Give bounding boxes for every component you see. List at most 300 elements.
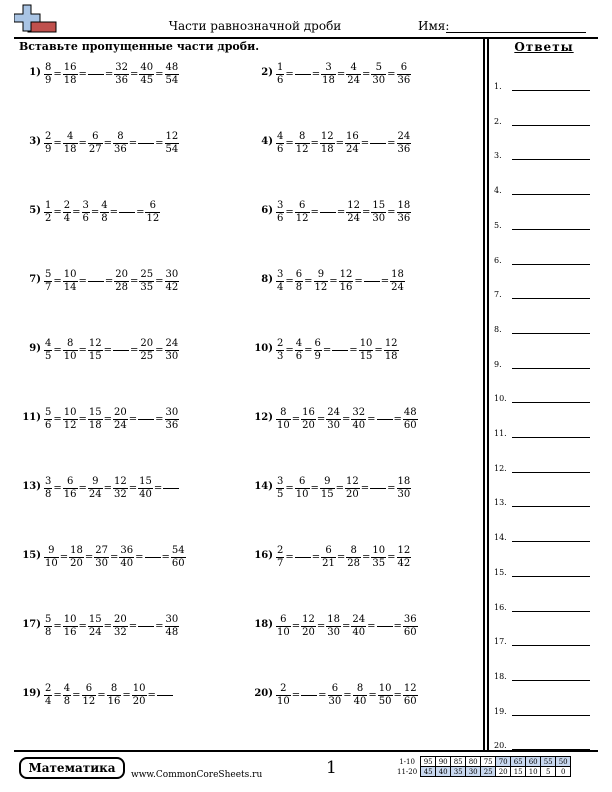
- numerator: 6: [92, 131, 99, 142]
- fraction: [44, 269, 52, 294]
- equals-sign: =: [128, 138, 138, 149]
- fraction: [301, 614, 316, 639]
- answer-line[interactable]: [494, 181, 594, 195]
- fraction: [371, 62, 386, 87]
- problem-number: 5): [29, 205, 41, 216]
- answer-field[interactable]: [512, 506, 590, 507]
- answer-field[interactable]: [512, 472, 590, 473]
- fraction: [139, 62, 154, 87]
- fraction: [119, 545, 134, 570]
- equals-sign: =: [316, 414, 326, 425]
- denominator: 35: [140, 282, 154, 293]
- denominator: 40: [353, 696, 367, 707]
- equals-sign: =: [387, 207, 396, 218]
- fraction: [165, 338, 180, 363]
- answer-number: 10.: [494, 394, 507, 404]
- numerator: 18: [327, 614, 340, 625]
- equals-sign: =: [155, 621, 164, 632]
- fraction: [63, 131, 78, 156]
- denominator: 36: [397, 144, 411, 155]
- fraction-sequence: [44, 200, 160, 225]
- numerator: 10: [372, 545, 386, 556]
- denominator: [145, 558, 161, 570]
- equals-sign: =: [336, 552, 346, 563]
- score-cell: 60: [526, 757, 541, 767]
- answer-line[interactable]: [494, 667, 594, 681]
- answer-field[interactable]: [512, 611, 590, 612]
- fraction: [276, 683, 291, 708]
- score-row: [396, 757, 571, 767]
- fraction: [63, 62, 78, 87]
- answer-field[interactable]: [512, 125, 590, 126]
- fraction: [397, 545, 412, 570]
- numerator: 3: [277, 269, 284, 280]
- numerator: [88, 62, 104, 74]
- denominator: 24: [88, 627, 102, 638]
- denominator: 15: [320, 489, 334, 500]
- fraction: [276, 131, 284, 156]
- fraction: [44, 476, 52, 501]
- equals-sign: =: [362, 69, 371, 80]
- fraction-sequence: [276, 614, 418, 639]
- fraction: [63, 407, 78, 432]
- denominator: 18: [63, 75, 77, 86]
- numerator: 16: [346, 131, 359, 142]
- fraction: [145, 200, 160, 225]
- answer-number: 14.: [494, 533, 507, 543]
- denominator: 16: [339, 282, 353, 293]
- denominator: 30: [327, 420, 340, 431]
- fraction: [403, 614, 418, 639]
- fraction: [346, 62, 361, 87]
- equals-sign: =: [53, 138, 62, 149]
- numerator: 8: [110, 683, 118, 694]
- answer-field[interactable]: [512, 159, 590, 160]
- numerator: 16: [63, 62, 77, 73]
- answer-field[interactable]: [512, 194, 590, 195]
- denominator: 24: [88, 489, 102, 500]
- answer-field[interactable]: [512, 90, 590, 91]
- answer-field[interactable]: [512, 715, 590, 716]
- numerator: 15: [372, 200, 386, 211]
- denominator: 6: [277, 75, 284, 86]
- fraction: [63, 338, 78, 363]
- problem-number: 3): [29, 136, 41, 147]
- numerator: 4: [277, 131, 284, 142]
- answer-line[interactable]: [494, 528, 594, 542]
- blank-fraction[interactable]: [138, 131, 154, 156]
- numerator: 4: [63, 683, 71, 694]
- numerator: 24: [327, 407, 340, 418]
- equals-sign: =: [128, 621, 138, 632]
- answer-line[interactable]: [494, 216, 594, 230]
- fraction: [276, 269, 284, 294]
- fraction: [113, 476, 128, 501]
- fraction-sequence: [276, 200, 411, 225]
- denominator: 14: [63, 282, 77, 293]
- equals-sign: =: [354, 276, 363, 287]
- answer-field[interactable]: [512, 264, 590, 265]
- blank-fraction[interactable]: [145, 545, 161, 570]
- numerator: 2: [45, 131, 52, 142]
- blank-fraction[interactable]: [320, 200, 336, 225]
- denominator: [119, 213, 135, 225]
- fraction: [88, 131, 103, 156]
- answer-number: 13.: [494, 498, 507, 508]
- fraction: [397, 62, 412, 87]
- fraction: [326, 614, 341, 639]
- numerator: 8: [356, 683, 364, 694]
- answer-line[interactable]: [494, 702, 594, 716]
- fraction: [132, 683, 147, 708]
- denominator: [163, 489, 179, 501]
- score-cell: 15: [511, 767, 526, 777]
- answer-line[interactable]: [494, 493, 594, 507]
- denominator: [88, 282, 104, 294]
- problem-number: 4): [261, 136, 273, 147]
- fraction: [295, 269, 303, 294]
- numerator: 12: [384, 338, 398, 349]
- numerator: 10: [63, 407, 77, 418]
- score-cell: 50: [556, 757, 571, 767]
- fraction: [113, 614, 128, 639]
- numerator: 12: [302, 614, 315, 625]
- denominator: [138, 627, 154, 639]
- blank-fraction[interactable]: [377, 407, 393, 432]
- denominator: 18: [384, 351, 398, 362]
- denominator: 8: [45, 489, 52, 500]
- denominator: 30: [328, 696, 342, 707]
- numerator: [301, 683, 317, 695]
- equals-sign: =: [393, 414, 402, 425]
- equals-sign: =: [368, 690, 377, 701]
- fraction: [44, 614, 52, 639]
- fraction: [320, 476, 335, 501]
- equals-sign: =: [316, 621, 326, 632]
- numerator: 10: [63, 614, 77, 625]
- equals-sign: =: [155, 69, 164, 80]
- numerator: 10: [63, 269, 77, 280]
- equals-sign: =: [291, 690, 301, 701]
- fraction: [63, 683, 71, 708]
- answer-field[interactable]: [512, 229, 590, 230]
- fraction-sequence: [276, 62, 411, 87]
- denominator: [332, 351, 348, 363]
- equals-sign: =: [285, 207, 294, 218]
- answer-number: 6.: [494, 255, 502, 265]
- answer-number: 19.: [494, 706, 507, 716]
- answer-line[interactable]: [494, 563, 594, 577]
- problem-number: 13): [22, 481, 41, 492]
- denominator: 2: [45, 213, 52, 224]
- equals-sign: =: [393, 621, 402, 632]
- equals-sign: =: [349, 345, 358, 356]
- denominator: 36: [397, 75, 411, 86]
- numerator: 24: [165, 338, 179, 349]
- fraction-sequence: [276, 407, 418, 432]
- denominator: 10: [63, 351, 77, 362]
- equals-sign: =: [90, 207, 100, 218]
- numerator: 30: [165, 614, 179, 625]
- denominator: 7: [277, 558, 284, 569]
- plus-logo-icon: [14, 4, 58, 38]
- blank-fraction[interactable]: [332, 338, 348, 363]
- numerator: [163, 476, 179, 488]
- footer-rule: [14, 750, 598, 752]
- numerator: 12: [339, 269, 353, 280]
- numerator: [295, 62, 311, 74]
- fraction: [44, 131, 52, 156]
- blank-fraction[interactable]: [113, 338, 129, 363]
- equals-sign: =: [78, 414, 87, 425]
- blank-fraction[interactable]: [370, 476, 386, 501]
- denominator: 6: [45, 420, 52, 431]
- fraction: [314, 269, 329, 294]
- fraction: [63, 614, 78, 639]
- answer-line[interactable]: [494, 146, 594, 160]
- numerator: 15: [139, 476, 152, 487]
- answer-line[interactable]: [494, 632, 594, 646]
- fraction: [63, 476, 78, 501]
- denominator: [370, 489, 386, 501]
- equals-sign: =: [341, 621, 351, 632]
- score-cell: 80: [466, 757, 481, 767]
- equals-sign: =: [155, 345, 164, 356]
- equals-sign: =: [78, 69, 87, 80]
- answer-line[interactable]: [494, 112, 594, 126]
- answer-field[interactable]: [512, 576, 590, 577]
- answer-number: 12.: [494, 463, 507, 473]
- answer-line[interactable]: [494, 424, 594, 438]
- numerator: 10: [359, 338, 373, 349]
- equals-sign: =: [103, 345, 113, 356]
- answer-line[interactable]: [494, 320, 594, 334]
- equals-sign: =: [335, 483, 345, 494]
- fraction: [295, 131, 310, 156]
- denominator: 25: [140, 351, 154, 362]
- problem-number: 20): [254, 688, 273, 699]
- equals-sign: =: [109, 207, 119, 218]
- numerator: 32: [115, 62, 129, 73]
- score-cell: 55: [541, 757, 556, 767]
- name-field[interactable]: [446, 32, 586, 33]
- fraction-sequence: [44, 269, 179, 294]
- answer-field[interactable]: [512, 333, 590, 334]
- numerator: [320, 200, 336, 212]
- numerator: 5: [45, 614, 52, 625]
- denominator: 7: [45, 282, 52, 293]
- numerator: 18: [397, 476, 411, 487]
- answer-line[interactable]: [494, 459, 594, 473]
- answer-line[interactable]: [494, 251, 594, 265]
- denominator: 60: [403, 420, 417, 431]
- equals-sign: =: [285, 138, 294, 149]
- numerator: 48: [165, 62, 179, 73]
- denominator: 12: [82, 696, 96, 707]
- fraction: [63, 269, 78, 294]
- answer-field[interactable]: [512, 298, 590, 299]
- fraction: [44, 545, 59, 570]
- equals-sign: =: [78, 138, 87, 149]
- denominator: 12: [295, 213, 309, 224]
- denominator: 5: [45, 351, 52, 362]
- fraction-sequence: [276, 338, 399, 363]
- numerator: 6: [331, 683, 339, 694]
- fraction-sequence: [44, 338, 179, 363]
- answer-line[interactable]: [494, 77, 594, 91]
- numerator: 6: [314, 338, 321, 349]
- fraction: [390, 269, 405, 294]
- denominator: 50: [378, 696, 392, 707]
- numerator: 48: [403, 407, 417, 418]
- equals-sign: =: [341, 414, 351, 425]
- denominator: [88, 75, 104, 87]
- denominator: 20: [132, 696, 146, 707]
- numerator: [157, 683, 173, 695]
- answer-number: 17.: [494, 637, 507, 647]
- equals-sign: =: [53, 414, 62, 425]
- score-cell: 40: [436, 767, 451, 777]
- problem-number: 6): [261, 205, 273, 216]
- blank-fraction[interactable]: [138, 407, 154, 432]
- fraction: [113, 407, 128, 432]
- equals-sign: =: [53, 690, 62, 701]
- fraction: [384, 338, 399, 363]
- equals-sign: =: [387, 138, 396, 149]
- denominator: 20: [302, 420, 315, 431]
- fraction: [165, 269, 180, 294]
- blank-fraction[interactable]: [88, 269, 104, 294]
- equals-sign: =: [367, 414, 376, 425]
- blank-fraction[interactable]: [295, 545, 311, 570]
- denominator: 12: [295, 144, 309, 155]
- denominator: 28: [115, 282, 129, 293]
- blank-fraction[interactable]: [88, 62, 104, 87]
- denominator: 6: [295, 351, 303, 362]
- numerator: 8: [45, 62, 52, 73]
- denominator: 24: [346, 144, 359, 155]
- blank-fraction[interactable]: [163, 476, 179, 501]
- brand-badge: Математика: [19, 757, 125, 779]
- equals-sign: =: [335, 138, 345, 149]
- denominator: [364, 282, 380, 294]
- numerator: 36: [120, 545, 134, 556]
- denominator: 32: [114, 627, 127, 638]
- equals-sign: =: [53, 207, 62, 218]
- answer-field[interactable]: [512, 437, 590, 438]
- score-cell: 0: [556, 767, 571, 777]
- answer-line[interactable]: [494, 389, 594, 403]
- denominator: 45: [140, 75, 154, 86]
- fraction: [359, 338, 374, 363]
- denominator: 20: [302, 627, 315, 638]
- fraction: [403, 407, 418, 432]
- denominator: 4: [45, 696, 52, 707]
- equals-sign: =: [387, 69, 396, 80]
- score-cell: 20: [496, 767, 511, 777]
- blank-fraction[interactable]: [119, 200, 135, 225]
- fraction: [276, 62, 284, 87]
- blank-fraction[interactable]: [157, 683, 173, 708]
- blank-fraction[interactable]: [370, 131, 386, 156]
- answer-field[interactable]: [512, 645, 590, 646]
- denominator: 8: [295, 282, 303, 293]
- denominator: 42: [165, 282, 179, 293]
- fraction-sequence: [44, 407, 179, 432]
- answer-line[interactable]: [494, 285, 594, 299]
- numerator: 18: [70, 545, 83, 556]
- denominator: 6: [82, 213, 89, 224]
- numerator: 54: [171, 545, 185, 556]
- blank-fraction[interactable]: [295, 62, 311, 87]
- denominator: 8: [101, 213, 108, 224]
- fraction: [346, 200, 361, 225]
- answer-number: 18.: [494, 671, 507, 681]
- score-cell: 75: [481, 757, 496, 767]
- blank-fraction[interactable]: [377, 614, 393, 639]
- answer-field[interactable]: [512, 541, 590, 542]
- denominator: 60: [403, 696, 417, 707]
- fraction: [403, 683, 418, 708]
- blank-fraction[interactable]: [301, 683, 317, 708]
- denominator: 54: [165, 75, 179, 86]
- denominator: [295, 558, 311, 570]
- denominator: 21: [322, 558, 335, 569]
- numerator: 40: [140, 62, 154, 73]
- fraction-sequence: [44, 614, 179, 639]
- fraction: [345, 131, 360, 156]
- numerator: [138, 131, 154, 143]
- answer-number: 15.: [494, 567, 507, 577]
- equals-sign: =: [374, 345, 383, 356]
- answer-line[interactable]: [494, 355, 594, 369]
- problem-number: 18): [254, 619, 273, 630]
- numerator: 15: [88, 407, 102, 418]
- numerator: [332, 338, 348, 350]
- denominator: 12: [146, 213, 160, 224]
- fraction-sequence: [276, 683, 418, 708]
- denominator: [157, 696, 173, 708]
- answer-field[interactable]: [512, 680, 590, 681]
- answer-field[interactable]: [512, 368, 590, 369]
- numerator: 24: [397, 131, 411, 142]
- score-cell: 90: [436, 757, 451, 767]
- answer-line[interactable]: [494, 736, 594, 750]
- problem-number: 16): [254, 550, 273, 561]
- numerator: 10: [132, 683, 146, 694]
- answer-line[interactable]: [494, 598, 594, 612]
- equals-sign: =: [78, 621, 87, 632]
- problem-number: 15): [22, 550, 41, 561]
- blank-fraction[interactable]: [138, 614, 154, 639]
- numerator: [370, 131, 386, 143]
- equals-sign: =: [285, 69, 294, 80]
- numerator: 15: [88, 614, 102, 625]
- denominator: [295, 75, 311, 87]
- numerator: 1: [277, 62, 284, 73]
- blank-fraction[interactable]: [364, 269, 380, 294]
- fraction: [371, 545, 386, 570]
- denominator: 15: [359, 351, 373, 362]
- answer-field[interactable]: [512, 402, 590, 403]
- fraction: [326, 407, 341, 432]
- equals-sign: =: [291, 414, 301, 425]
- denominator: 18: [63, 144, 77, 155]
- numerator: 2: [277, 338, 284, 349]
- equals-sign: =: [310, 138, 319, 149]
- denominator: 20: [346, 489, 359, 500]
- fraction: [276, 614, 291, 639]
